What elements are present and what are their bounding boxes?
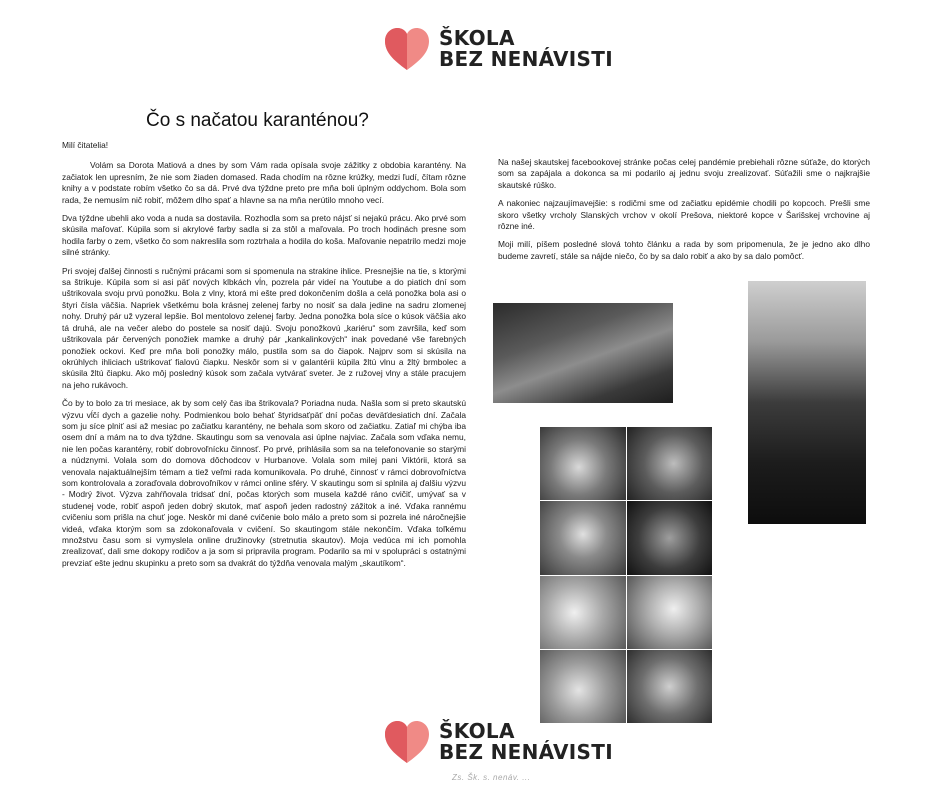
paragraph-scouting: Čo by to bolo za tri mesiace, ak by som celý čas iba štrikovala? Poriadna nuda. Našla som si preto skautskú výzvu vĺčí dych a gazelie nohy. Podmienkou bolo behať štyridsaťpäť dní počas deväťdesiatich dní. Začala som ju síce plniť asi až mesiac po začiatku karantény, ne behala som skoro od začiatku. Zatiaľ mi chýba iba osem dní a mám na to dva týždne. Skautingu som sa venovala asi úplne najviac. Začala som vďaka nemu, nie len počas karantény, robiť dobrovoľnícku činnosť. Po prvé, prihlásila som sa na telefonovanie so starými a núdznymi. Volala som do domova dôchodcov v Hurbanove. Volala som milej pani Viktórii, ktorá sa venovala najaktuálnejším témam a tiež veľmi rada komunikovala. Po druhé, činnosť v rámci dobrovoľníctva som kontrolovala a zoraďovala dobrovoľníkov v rámci online sféry. V skautingu som si splnila aj ďalšiu výzvu - Modrý život. Výzva zahŕňovala tridsať dní, počas ktorých som musela každé ráno cvičiť, umývať sa v studenej vode, robiť aspoň jeden dobrý skutok, mať aspoň jeden radostný zážitok a iné. Vďaka rannému cvičeniu som prišla na chuť joge. Neskôr mi dané cvičenie bolo málo a preto som si pozrela iné náročnejšie videá, vďaka ktorým som sa zdokonaľovala v cvičení. So skautingom stále nekončím. Vďaka toľkému množstvu času som si vymyslela online družinovky (stretnutia skautov). Moja vedúca mi ich pomohla zrealizovať, dali sme dokopy rodičov a ja som si pripravila program. Podarilo sa mi v spolupráci s ostatnými prevziať ešte jednu skupinku a preto som sa dvakrát do týždňa venovala malým „skautíkom“. [62, 398, 466, 568]
brand-wordmark [439, 28, 613, 70]
paragraph-knitting: Pri svojej ďalšej činnosti s ručnými prácami som si spomenula na strakine ihlice. Presnejšie na tie, s ktorými sa štrikuje. Kúpila som si asi päť nových klbkách vĺn, pozrela pár videí na Youtube a do piatich dní som uštrikovala svoju prvú ponožku. Bola z vlny, ktorá mi ešte pred dokončením došla a celá ponožka bola asi o štyri čísla väčšia. Napriek všetkému bola krásnej zelenej farby no nosiť sa dala jedine na sadru zlomenej nohy. Druhý pár už vyzeral lepšie. Bol mentolovo zelenej farby. Jedna ponožka bola síce o kúsok väčšia ako tá druhá, ale na večer alebo do postele sa nosiť dajú. Svoju ponožkovú „kariéru“ som završila, keď som uštrikovala pár červených ponožiek mamke a druhý pár „kankalinkových“ inak povedané vše farebných ponožiek ockovi. Keď pre mňa boli ponožky málo, pustila som sa do čiapok. Najprv som si skúsila na okrúhlych ihliciach uštrikovať fialovú čiapku. Neskôr som si v galantérii kúpila žltú vlnu a žltý brmbolec a skúsila žltú čiapku. Ako môj posledný kúsok som začala vytvárať sveter. Je z ružovej vlny a stále pracujem na jeho rukávoch. [62, 265, 466, 390]
photo-collage-video-call [540, 427, 712, 723]
heart-logo-icon [383, 26, 431, 72]
collage-photo [540, 576, 626, 649]
brand-logo-top [383, 26, 613, 72]
footer-scribble: Zs. Šk. s. nenáv. ... [452, 773, 531, 782]
brand-line-2: BEZ NENÁVISTI [439, 47, 613, 71]
photo-knitted-socks [493, 303, 673, 403]
collage-photo [627, 576, 713, 649]
article-right-column [498, 157, 870, 269]
collage-photo [627, 501, 713, 574]
article-left-column [62, 140, 466, 576]
collage-photo [627, 650, 713, 723]
brand-wordmark [439, 721, 613, 763]
collage-photo [627, 427, 713, 500]
paragraph-painting: Dva týždne ubehli ako voda a nuda sa dostavila. Rozhodla som sa preto nájsť si nejakú prácu. Ako prvé som skúsila maľovať. Kúpila som si akrylové farby sadla si za stôl a maľovala. Po troch hodinách presne som hodila farby o zem, všetko čo som nakreslila som roztrhala a hodila do koša. Maľovanie nepatrilo medzi moje silné stránky. [62, 213, 466, 258]
brand-logo-bottom [383, 719, 613, 765]
heart-logo-icon [383, 719, 431, 765]
article-title: Čo s načatou karanténou? [146, 110, 369, 131]
photo-portrait-outdoor [748, 281, 866, 524]
brand-line-2: BEZ NENÁVISTI [439, 740, 613, 764]
paragraph-contests: Na našej skautskej facebookovej stránke počas celej pandémie prebiehali rôzne súťaže, do ktorých som sa zapájala a dokonca sa mi podarilo aj jednu svoju zrealizovať. Súťažili sme o najkrajšie skautské rúško. [498, 157, 870, 190]
brand-line-1: ŠKOLA [439, 719, 515, 743]
collage-photo [540, 501, 626, 574]
paragraph-closing: Moji milí, píšem posledné slová tohto článku a rada by som pripomenula, že je jedno ako dlho budeme zavretí, stále sa nájde niečo, čo by sa dalo robiť a ako by sa dalo pomôcť. [498, 239, 870, 261]
greeting: Milí čitatelia! [62, 140, 109, 150]
paragraph-hiking: A nakoniec najzaujímavejšie: s rodičmi sme od začiatku epidémie chodili po kopcoch. Prešli sme skoro všetky vrcholy Slanských vrchov v okolí Prešova, niektoré kopce v Šarišskej vrchovine aj rôzne iné. [498, 198, 870, 232]
brand-line-1: ŠKOLA [439, 26, 515, 50]
paragraph-intro: Volám sa Dorota Matiová a dnes by som Vám rada opísala svoje zážitky z obdobia karantény. Na začiatok len upresním, že nie som žiaden domased. Rada chodím na rôzne krúžky, medzi ľudí, čítam rôzne knihy a v podstate robím všetko čo sa dá. Prvé dva týždne preto pre mňa boli úplným oddychom. Bola som rada, že nemusím nič robiť, môžem dlho spať a hlavne sa na mňa nerútilo mnoho vecí. [62, 160, 466, 205]
collage-photo [540, 427, 626, 500]
collage-photo [540, 650, 626, 723]
